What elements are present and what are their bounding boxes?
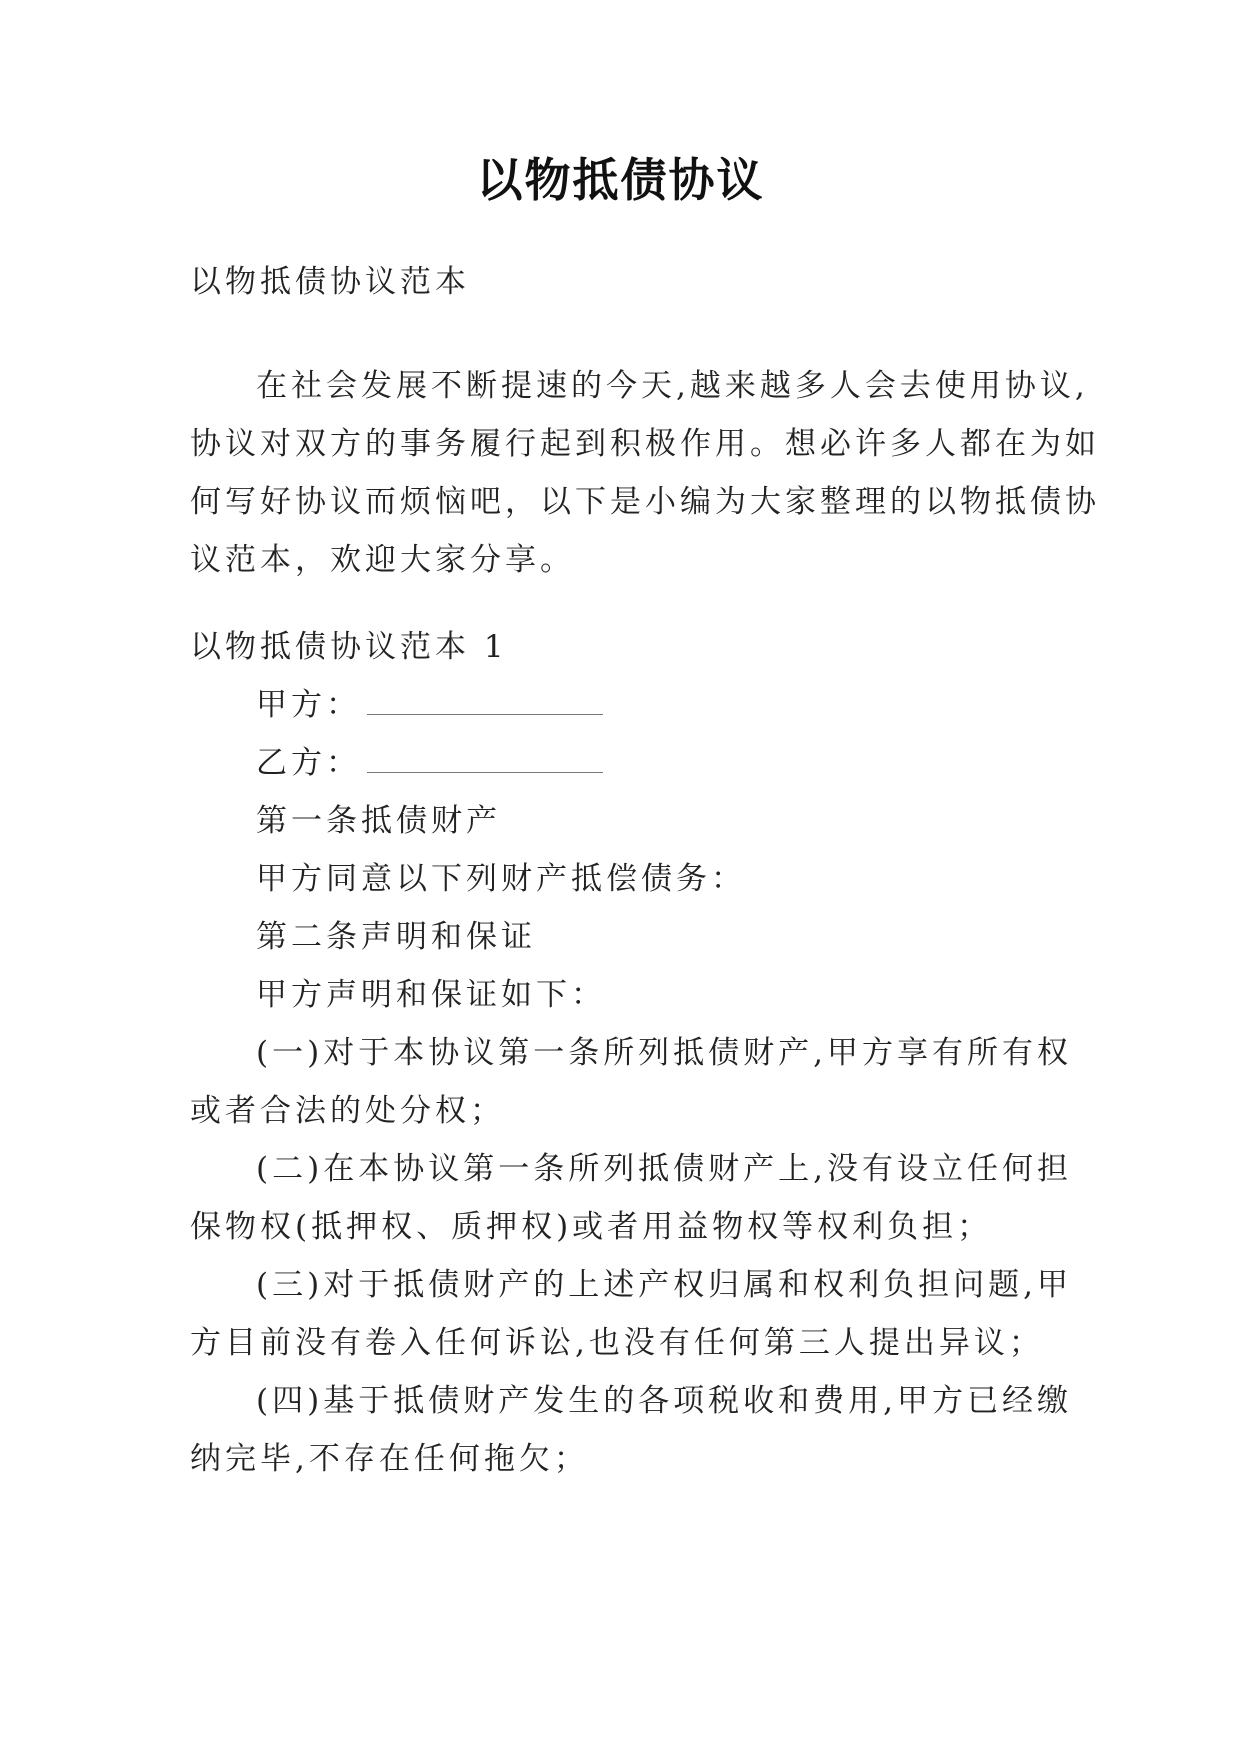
article-heading: 第一条抵债财产: [256, 803, 501, 839]
section-heading: 以物抵债协议范本 1: [190, 629, 508, 665]
intro-line: 何写好协议而烦恼吧，以下是小编为大家整理的以物抵债协: [190, 484, 1100, 520]
article-heading: 第二条声明和保证: [256, 919, 536, 955]
clause-line: 甲方同意以下列财产抵偿债务：: [256, 861, 746, 897]
intro-line: 议范本，欢迎大家分享。: [190, 542, 575, 578]
clause-line: 方目前没有卷入任何诉讼,也没有任何第三人提出异议；: [190, 1325, 1044, 1361]
clause-line: 纳完毕,不存在任何拖欠；: [190, 1441, 589, 1477]
document-subtitle: [190, 253, 1058, 311]
section-1: [190, 618, 1073, 1488]
party-a-line: [190, 676, 1058, 734]
document-title: 以物抵债协议: [476, 153, 765, 207]
clause-line: (一)对于本协议第一条所列抵债财产,甲方享有所有权: [256, 1035, 1073, 1071]
party-b-line: [190, 734, 1058, 792]
clause-line: (四)基于抵债财产发生的各项税收和费用,甲方已经缴: [256, 1383, 1073, 1419]
clause-line: (二)在本协议第一条所列抵债财产上,没有设立任何担: [256, 1151, 1073, 1187]
intro-line: 协议对双方的事务履行起到积极作用。想必许多人都在为如: [190, 426, 1100, 462]
party-a-label: 甲方：: [256, 687, 361, 723]
intro-line: 在社会发展不断提速的今天,越来越多人会去使用协议,: [256, 368, 1089, 404]
subtitle-line: 以物抵债协议范本: [190, 264, 470, 300]
clause-line: 甲方声明和保证如下：: [256, 977, 606, 1013]
clause-line: (三)对于抵债财产的上述产权归属和权利负担问题,甲: [256, 1267, 1073, 1303]
party-b-label: 乙方：: [256, 745, 361, 781]
party-b-blank[interactable]: [367, 748, 603, 773]
clause-line: 或者合法的处分权；: [190, 1093, 505, 1129]
clause-line: 保物权(抵押权、质押权)或者用益物权等权利负担；: [190, 1209, 993, 1245]
party-a-blank[interactable]: [367, 690, 603, 715]
intro-paragraph: [190, 357, 1100, 589]
